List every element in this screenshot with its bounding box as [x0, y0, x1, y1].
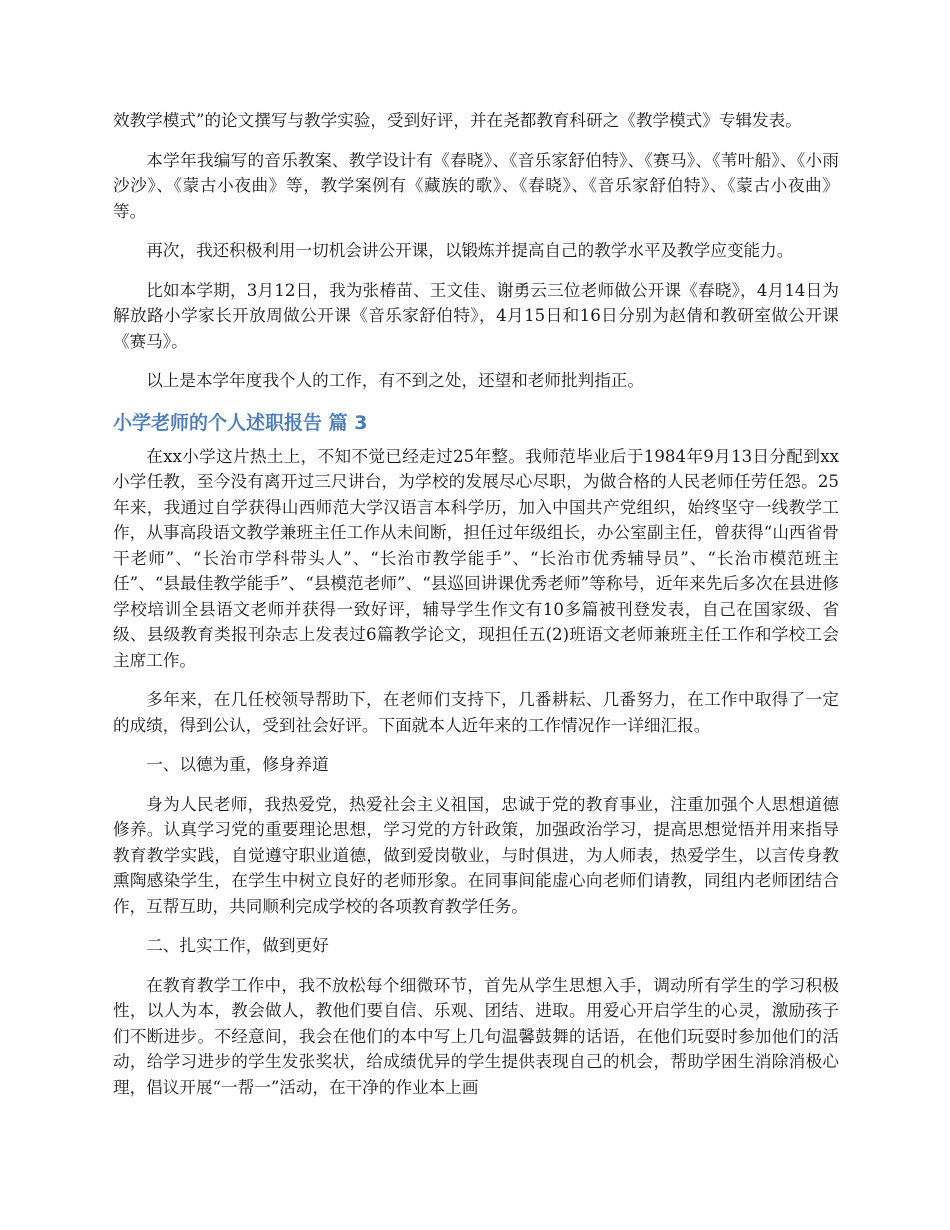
- document-page: [113, 108, 839, 1114]
- paragraph: 在教育教学工作中，我不放松每个细微环节，首先从学生思想入手，调动所有学生的学习积极性，以人为本，教会做人，教他们要自信、乐观、团结、进取。用爱心开启学生的心灵，激励孩子们不断进步。不经意间，我会在他们的本中写上几句温馨鼓舞的话语，在他们玩耍时参加他们的活动，给学习进步的学生发张奖状，给成绩优异的学生提供表现自己的机会，帮助学困生消除消极心理，倡议开展“一帮一”活动，在干净的作业本上画: [113, 975, 839, 1097]
- paragraph: 身为人民老师，我热爱党，热爱社会主义祖国，忠诚于党的教育事业，注重加强个人思想道德修养。认真学习党的重要理论思想，学习党的方针政策，加强政治学习，提高思想觉悟并用来指导教育教学实践，自觉遵守职业道德，做到爱岗敬业，与时俱进，为人师表，热爱学生，以言传身教熏陶感染学生，在学生中树立良好的老师形象。在同事间能虚心向老师们请教，同组内老师团结合作，互帮互助，共同顺利完成学校的各项教育教学任务。: [113, 794, 839, 916]
- paragraph: 再次，我还积极利用一切机会讲公开课，以锻炼并提高自己的教学水平及教学应变能力。: [146, 241, 794, 260]
- paragraph: 效教学模式”的论文撰写与教学实验，受到好评，并在尧都教育科研之《教学模式》专辑发表。: [113, 111, 802, 130]
- paragraph: 在xx小学这片热土上，不知不觉已经走过25年整。我师范毕业后于1984年9月13日分配到xx小学任教，至今没有离开过三尺讲台，为学校的发展尽心尽职，为做合格的人民老师任劳任怨。25年来，我通过自学获得山西师范大学汉语言本科学历，加入中国共产党组织，始终坚守一线教学工作，从事高段语文教学兼班主任工作从未间断，担任过年级组长，办公室副主任，曾获得“山西省骨干老师”、“长治市学科带头人”、“长治市教学能手”、“长治市优秀辅导员”、“长治市模范班主任”、“县最佳教学能手”、“县模范老师”、“县巡回讲课优秀老师”等称号，近年来先后多次在县进修学校培训全县语文老师并获得一致好评，辅导学生作文有10多篇被刊登发表，自己在国家级、省级、县级教育类报刊杂志上发表过6篇教学论文，现担任五(2)班语文老师兼班主任工作和学校工会主席工作。: [113, 446, 839, 670]
- paragraph: 比如本学期，3月12日，我为张椿苗、王文佳、谢勇云三位老师做公开课《春晓》，4月14日为解放路小学家长开放周做公开课《音乐家舒伯特》，4月15日和16日分别为赵倩和教研室做公开课《赛马》。: [113, 280, 839, 351]
- subsection-title: 一、以德为重，修身养道: [146, 755, 329, 774]
- paragraph: 本学年我编写的音乐教案、教学设计有《春晓》、《音乐家舒伯特》、《赛马》、《苇叶船》、《小雨沙沙》、《蒙古小夜曲》等，教学案例有《藏族的歌》、《春晓》、《音乐家舒伯特》、《蒙古小夜曲》等。: [113, 150, 839, 221]
- paragraph: 多年来，在几任校领导帮助下，在老师们支持下，几番耕耘、几番努力，在工作中取得了一定的成绩，得到公认，受到社会好评。下面就本人近年来的工作情况作一详细汇报。: [113, 690, 839, 735]
- subsection-title: 二、扎实工作，做到更好: [146, 936, 329, 955]
- paragraph: 以上是本学年度我个人的工作，有不到之处，还望和老师批判指正。: [146, 371, 644, 390]
- section-heading: 小学老师的个人述职报告 篇 3: [113, 411, 368, 434]
